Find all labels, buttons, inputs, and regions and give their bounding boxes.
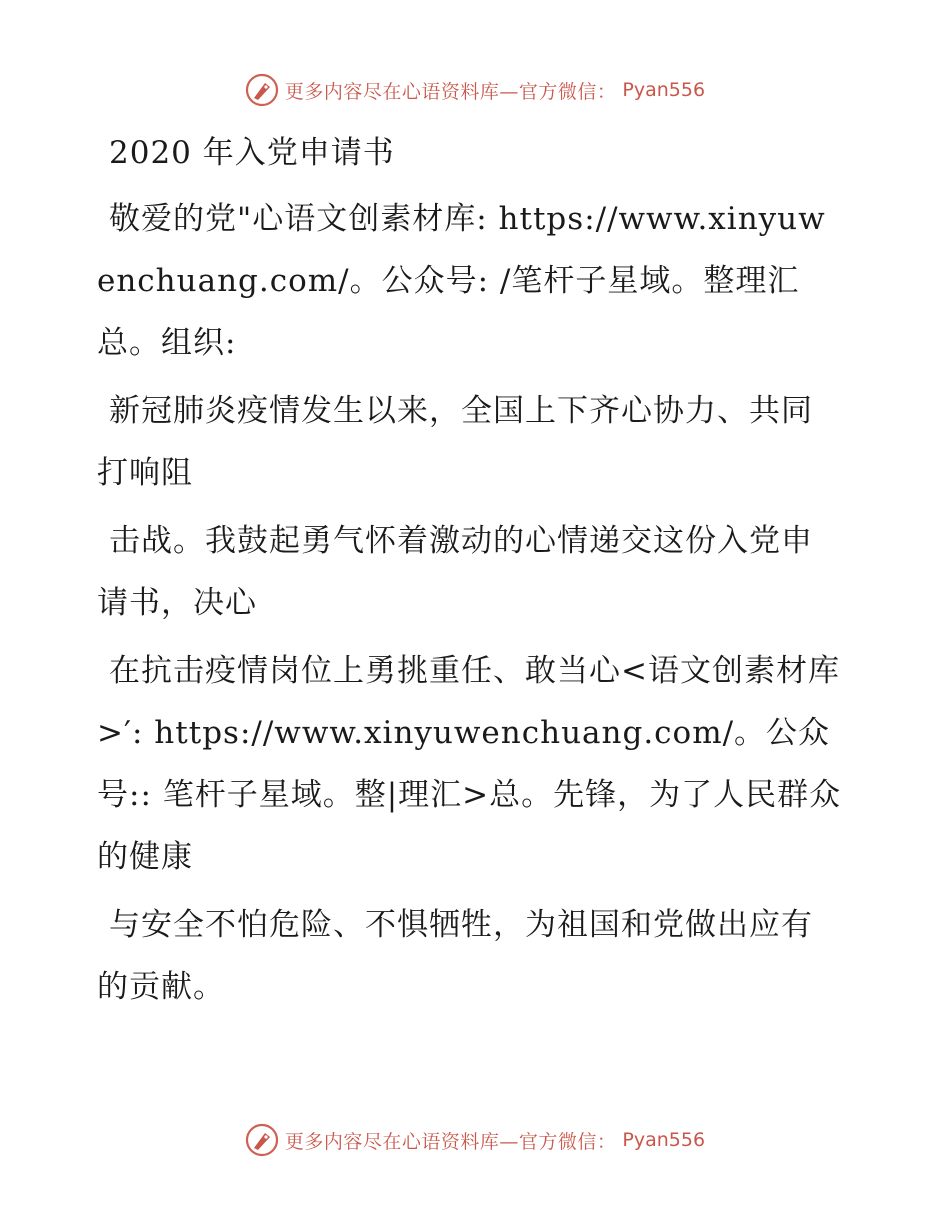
- pen-nib-logo-icon: [245, 73, 279, 107]
- banner-text: 更多内容尽在心语资料库—官方微信：: [284, 1130, 617, 1153]
- paragraph-2: 新冠肺炎疫情发生以来，全国上下齐心协力、共同打响阻: [97, 393, 813, 491]
- footer-watermark-banner: [0, 1120, 950, 1160]
- header-watermark-banner: [0, 70, 950, 110]
- paragraph-3: 击战。我鼓起勇气怀着激动的心情递交这份入党申请书，决心: [97, 523, 813, 621]
- document-body: [97, 122, 842, 1024]
- pen-nib-logo-icon: [245, 1123, 279, 1157]
- banner-text: 更多内容尽在心语资料库—官方微信：: [284, 80, 617, 103]
- paragraph-1: 敬爱的党"心语文创素材库: https://www.xinyuwenchuang.com/。公众号: /笔杆子星域。整理汇总。组织:: [97, 201, 826, 361]
- paragraph-5: 与安全不怕危险、不惧牺牲，为祖国和党做出应有的贡献。: [97, 907, 813, 1005]
- banner-contact-id: Pyan556: [622, 1129, 706, 1151]
- banner-contact-id: Pyan556: [622, 79, 706, 101]
- paragraph-4: 在抗击疫情岗位上勇挑重任、敢当心<语文创素材库>′: https://www.xinyuwenchuang.com/。公众号:: 笔杆子星域。整|理汇>总。先锋，为了人民群众的健康: [97, 653, 842, 875]
- document-title: 2020 年入党申请书: [109, 135, 395, 171]
